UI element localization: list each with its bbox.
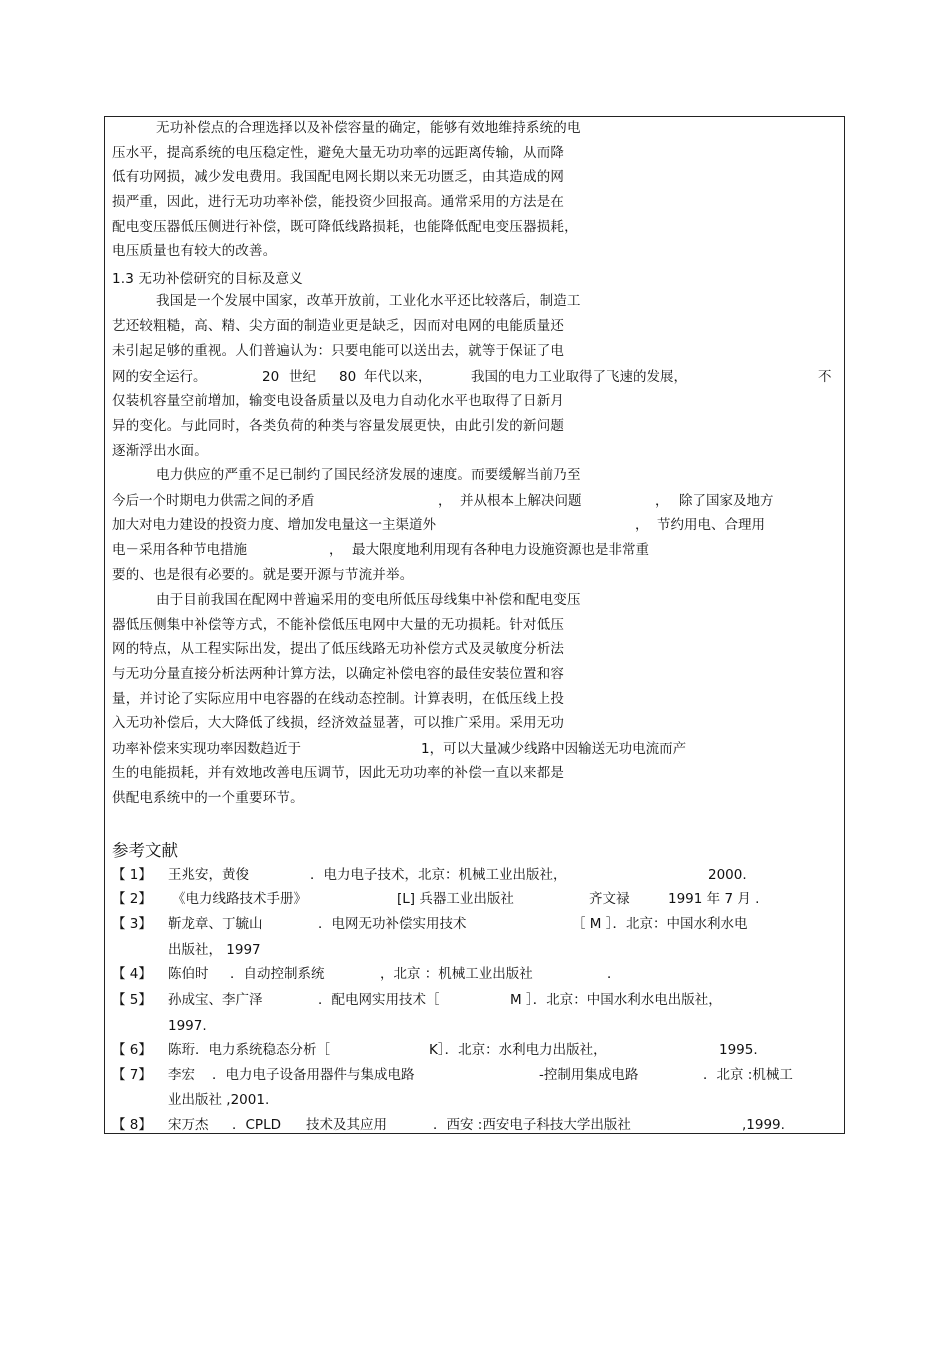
text-segment: ， — [635, 517, 649, 533]
paragraph-line: 异的变化。与此同时，各类负荷的种类与容量发展更快，由此引发的新问题 — [112, 418, 565, 434]
text-segment: 1，可以大量减少线路中因输送无功电流而产 — [421, 741, 687, 757]
paragraph-line: 由于目前我国在配网中普遍采用的变电所低压母线集中补偿和配电变压 — [156, 592, 581, 608]
paragraph-line: 我国是一个发展中国家，改革开放前，工业化水平还比较落后，制造工 — [156, 293, 581, 309]
paragraph-line: 电压质量也有较大的改善。 — [112, 243, 277, 259]
reference-number: 【 6】 — [112, 1042, 152, 1058]
paragraph-line: 网的特点，从工程实际出发，提出了低压线路无功补偿方式及灵敏度分析法 — [112, 641, 565, 657]
text-segment: ， — [655, 493, 669, 509]
reference-number: 【 8】 — [112, 1117, 152, 1133]
text-segment: 网的安全运行。 — [112, 369, 207, 385]
text-segment: 今后一个时期电力供需之间的矛盾 — [112, 493, 315, 509]
reference-continuation: 出版社， 1997 — [168, 942, 261, 958]
paragraph-line: 与无功分量直接分析法两种计算方法，以确定补偿电容的最佳安装位置和容 — [112, 666, 565, 682]
paragraph-line: 压水平，提高系统的电压稳定性，避免大量无功功率的远距离传输，从而降 — [112, 145, 565, 161]
paragraph-line: 入无功补偿后，大大降低了线损，经济效益显著，可以推广采用。采用无功 — [112, 715, 565, 731]
paragraph-line: 损严重，因此，进行无功功率补偿，能投资少回报高。通常采用的方法是在 — [112, 194, 565, 210]
text-segment: ．CPLD — [232, 1117, 281, 1133]
reference-continuation: 业出版社 ,2001. — [168, 1092, 270, 1108]
paragraph-line: 器低压侧集中补偿等方式，不能补偿低压电网中大量的无功损耗。针对低压 — [112, 617, 565, 633]
paragraph-line: 未引起足够的重视。人们普遍认为：只要电能可以送出去，就等于保证了电 — [112, 343, 565, 359]
text-segment: 陈伯时 — [168, 966, 209, 982]
text-segment: ,1999. — [742, 1117, 785, 1133]
reference-number: 【 4】 — [112, 966, 152, 982]
text-segment: 20 — [262, 369, 280, 385]
text-segment: 齐文禄 — [589, 891, 630, 907]
paragraph-line: 配电变压器低压侧进行补偿，既可降低线路损耗，也能降低配电变压器损耗， — [112, 219, 578, 235]
paragraph-line: 生的电能损耗，并有效地改善电压调节，因此无功功率的补偿一直以来都是 — [112, 765, 565, 781]
text-segment: ．电网无功补偿实用技术 — [318, 916, 467, 932]
text-segment: [L] 兵器工业出版社 — [397, 891, 514, 907]
text-segment: 2000. — [708, 867, 747, 883]
paragraph-line: 逐渐浮出水面。 — [112, 443, 208, 459]
text-segment: 节约用电、合理用 — [657, 517, 765, 533]
paragraph-line: 量，并讨论了实际应用中电容器的在线动态控制。计算表明，在低压线上投 — [112, 691, 565, 707]
text-segment: ， — [329, 542, 343, 558]
text-segment: 陈珩．电力系统稳态分析［ — [168, 1042, 330, 1058]
text-segment: 我国的电力工业取得了飞速的发展， — [471, 369, 687, 385]
reference-number: 【 5】 — [112, 992, 152, 1008]
paragraph-line: 低有功网损，减少发电费用。我国配电网长期以来无功匮乏，由其造成的网 — [112, 169, 565, 185]
text-segment: 《电力线路技术手册》 — [172, 891, 307, 907]
text-segment: ．西安 :西安电子科技大学出版社 — [433, 1117, 631, 1133]
reference-number: 【 3】 — [112, 916, 152, 932]
text-segment: 王兆安，黄俊 — [168, 867, 249, 883]
text-segment: 技术及其应用 — [306, 1117, 387, 1133]
text-segment: 孙成宝、李广泽 — [168, 992, 263, 1008]
text-segment: 电－采用各种节电措施 — [112, 542, 247, 558]
text-segment: K］．北京：水利电力出版社， — [429, 1042, 607, 1058]
text-segment: ．配电网实用技术［ — [318, 992, 440, 1008]
text-segment: ． — [607, 966, 621, 982]
text-segment: 并从根本上解决问题 — [460, 493, 582, 509]
text-segment: M ］．北京：中国水利水电出版社， — [510, 992, 722, 1008]
text-segment: 80 — [339, 369, 357, 385]
text-segment: ．北京 :机械工 — [703, 1067, 793, 1083]
text-segment: ［ M ］．北京：中国水利水电 — [572, 916, 748, 932]
text-segment: 不 — [818, 369, 832, 385]
text-segment: 最大限度地利用现有各种电力设施资源也是非常重 — [352, 542, 649, 558]
paragraph-line: 电力供应的严重不足已制约了国民经济发展的速度。而要缓解当前乃至 — [156, 467, 581, 483]
paragraph-line: 艺还较粗糙，高、精、尖方面的制造业更是缺乏，因而对电网的电能质量还 — [112, 318, 565, 334]
text-segment: 加大对电力建设的投资力度、增加发电量这一主渠道外 — [112, 517, 436, 533]
text-segment: 世纪 — [289, 369, 316, 385]
paragraph-line: 仅装机容量空前增加，输变电设备质量以及电力自动化水平也取得了日新月 — [112, 393, 565, 409]
text-segment: 1995. — [719, 1042, 758, 1058]
text-segment: 1991 年 7 月 . — [668, 891, 760, 907]
reference-number: 【 1】 — [112, 867, 152, 883]
text-segment: ， — [438, 493, 452, 509]
references-title: 参考文献 — [112, 841, 178, 860]
text-segment: ．电力电子设备用器件与集成电路 — [212, 1067, 415, 1083]
text-segment: 宋万杰 — [168, 1117, 209, 1133]
reference-number: 【 2】 — [112, 891, 152, 907]
paragraph-line: 供配电系统中的一个重要环节。 — [112, 790, 304, 806]
text-segment: 除了国家及地方 — [679, 493, 774, 509]
reference-number: 【 7】 — [112, 1067, 152, 1083]
text-segment: 功率补偿来实现功率因数趋近于 — [112, 741, 301, 757]
text-segment: 李宏 — [168, 1067, 195, 1083]
text-segment: 年代以来， — [364, 369, 432, 385]
section-heading: 1.3 无功补偿研究的目标及意义 — [112, 271, 303, 287]
text-segment: ．自动控制系统 — [230, 966, 325, 982]
paragraph-line: 无功补偿点的合理选择以及补偿容量的确定，能够有效地维持系统的电 — [156, 120, 581, 136]
text-segment: ．电力电子技术，北京：机械工业出版社， — [310, 867, 567, 883]
paragraph-line: 要的、也是很有必要的。就是要开源与节流并举。 — [112, 567, 414, 583]
text-segment: 靳龙章、丁毓山 — [168, 916, 263, 932]
text-segment: ，北京 ：机械工业出版社 — [380, 966, 533, 982]
text-segment: -控制用集成电路 — [539, 1067, 639, 1083]
reference-continuation: 1997. — [168, 1018, 207, 1034]
